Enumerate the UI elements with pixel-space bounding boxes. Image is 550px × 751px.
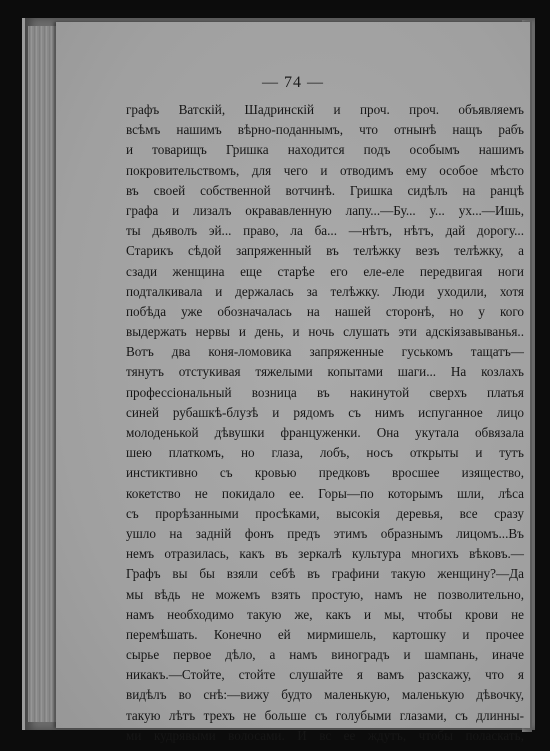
text-line: съ прорѣзанными просѣками, высокія деревья, все сразу — [126, 505, 524, 521]
text-line: синей рубашкѣ-блузѣ и рядомъ съ нимъ испуганное лицо — [126, 404, 524, 420]
book-page — [56, 22, 530, 743]
text-line: выдержать нервы и день, и ночь слушать эти адскіязавыванья.. — [126, 324, 524, 340]
text-line: тянутъ отстукивая тяжелыми копытами шаги... На козлахъ — [126, 364, 524, 380]
text-line: Вотъ два коня-ломовика запряженные гуськомъ тащатъ— — [126, 344, 524, 360]
text-line: никакъ.—Стойте, стойте слушайте я вамъ разскажу, что я — [126, 667, 524, 683]
text-line: видѣлъ во снѣ:—вижу будто маленькую, маленькую дѣвочку, — [126, 687, 524, 703]
page-number: — 74 — — [262, 74, 324, 91]
text-line: инстиктивно съ кровью предковъ вросшее изящество, — [126, 465, 524, 481]
text-line: Старикъ сѣдой запряженный въ телѣжку везъ телѣжку, а — [126, 243, 524, 259]
text-line: подталкивала и держалась за телѣжку. Люди уходили, хотя — [126, 283, 524, 299]
text-line: молоденькой дѣвушки француженки. Она укутала обвязала — [126, 425, 524, 440]
text-line: ушло на задній фонъ предъ этимъ образнымъ лицомъ...Въ — [126, 525, 524, 541]
text-line: всѣмъ нашимъ вѣрно-поданнымъ, что отнынѣ нащъ рабъ — [126, 122, 524, 138]
text-line: и товарищъ Гришка находится подъ особымъ нашимъ — [126, 142, 524, 158]
text-line: графа и лизалъ окрававленную лапу...—Бу... у... ух...—Ишь, — [126, 202, 524, 218]
text-line: сырье первое дѣло, а намъ виноградъ и шампань, иначе — [126, 647, 524, 663]
text-line: профессіональный возница въ накинутой сверхъ платья — [126, 384, 524, 400]
body-text — [126, 100, 524, 746]
text-line: перемѣшать. Конечно ей мирмишель, картошку и прочее — [126, 626, 524, 642]
text-line: Графъ вы бы взяли себѣ въ графини такую женщину?—Да — [126, 566, 524, 582]
text-line: ми кудрявыми волосами. И вс ее ждутъ, чтобы поласкать, — [126, 727, 524, 743]
text-line: ты дьяволъ эй... право, ла ба... —нѣтъ, нѣтъ, дай дорогу... — [126, 223, 524, 239]
text-line: сзади женщина еще старѣе его еле-еле передвигая ноги — [126, 263, 524, 279]
text-line: кокетство не покидало ее. Горы—по которымъ шли, лѣса — [126, 485, 524, 501]
text-line: графъ Ватскій, Шадринскій и проч. проч. объявляемъ — [126, 102, 524, 117]
text-line: намъ необходимо такую же, какъ и мы, чтобы крови не — [126, 606, 524, 622]
text-line: немъ отразилась, какъ въ зеркалѣ культура многихъ вѣковъ.— — [126, 546, 524, 562]
page-edges — [28, 26, 58, 722]
text-line: шею платкомъ, но глаза, лобъ, носъ открыты и тутъ — [126, 445, 524, 461]
text-line: покровительствомъ, для чего и отводимъ ему особое мѣсто — [126, 162, 524, 178]
text-line: въ своей собственной вотчинѣ. Гришка сидѣлъ на ранцѣ — [126, 182, 524, 198]
text-line: такую лѣтъ трехъ не больше съ голубыми глазами, съ длинны- — [126, 707, 524, 723]
text-line: побѣда уже обозначалась на нашей сторонѣ, но у кого — [126, 303, 524, 319]
text-line: мы вѣдь не можемъ взять простую, намъ не позволительно, — [126, 586, 524, 602]
